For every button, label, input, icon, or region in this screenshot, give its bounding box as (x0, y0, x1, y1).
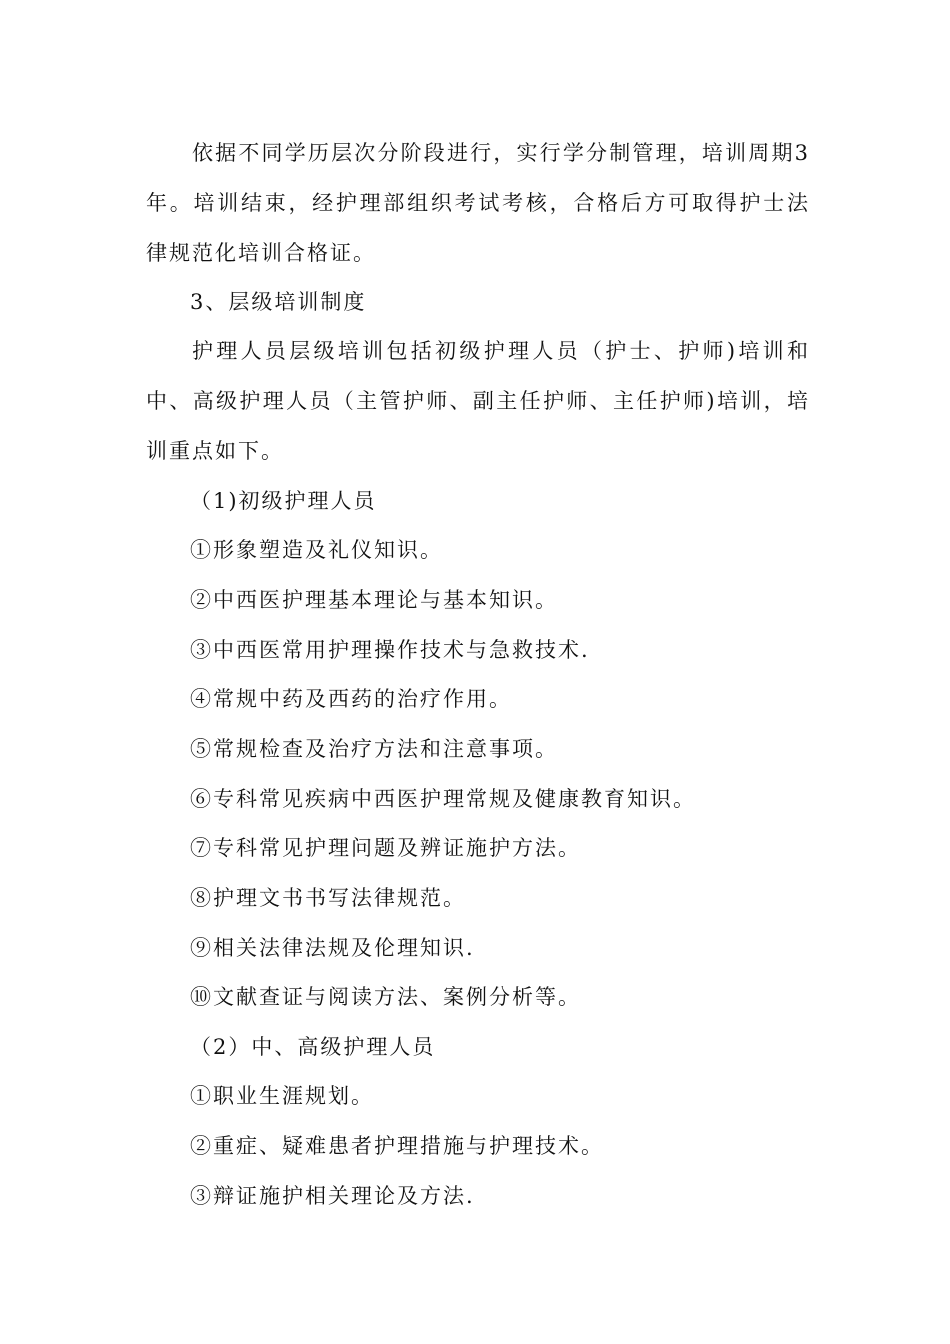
list-item-junior-6: ⑥专科常见疾病中西医护理常规及健康教育知识。 (190, 787, 696, 811)
list-item-junior-5: ⑤常规检查及治疗方法和注意事项。 (190, 737, 558, 761)
list-item-junior-3: ③中西医常用护理操作技术与急救技术. (190, 638, 590, 662)
subheading-senior-nurses: （2）中、高级护理人员 (190, 1035, 436, 1059)
list-item-senior-1: ①职业生涯规划。 (190, 1084, 374, 1108)
section-heading-hierarchical-training: 3、层级培训制度 (190, 290, 367, 314)
paragraph-training-period: 依据不同学历层次分阶段进行，实行学分制管理，培训周期3年。培训结束，经护理部组织考试考核，合格后方可取得护士法律规范化培训合格证。 (146, 141, 810, 265)
paragraph-training-overview: 护理人员层级培训包括初级护理人员（护士、护师)培训和中、高级护理人员（主管护师、副主任护师、主任护师)培训，培训重点如下。 (146, 339, 810, 463)
list-item-senior-3: ③辩证施护相关理论及方法. (190, 1184, 475, 1208)
list-item-junior-2: ②中西医护理基本理论与基本知识。 (190, 588, 558, 612)
list-item-junior-9: ⑨相关法律法规及伦理知识. (190, 936, 475, 960)
list-item-junior-4: ④常规中药及西药的治疗作用。 (190, 687, 512, 711)
list-item-junior-7: ⑦专科常见护理问题及辨证施护方法。 (190, 836, 581, 860)
list-item-junior-8: ⑧护理文书书写法律规范。 (190, 886, 466, 910)
list-item-junior-10: ⑩文献查证与阅读方法、案例分析等。 (190, 985, 581, 1009)
list-item-junior-1: ①形象塑造及礼仪知识。 (190, 538, 443, 562)
list-item-senior-2: ②重症、疑难患者护理措施与护理技术。 (190, 1134, 604, 1158)
subheading-junior-nurses: （1)初级护理人员 (190, 489, 377, 513)
